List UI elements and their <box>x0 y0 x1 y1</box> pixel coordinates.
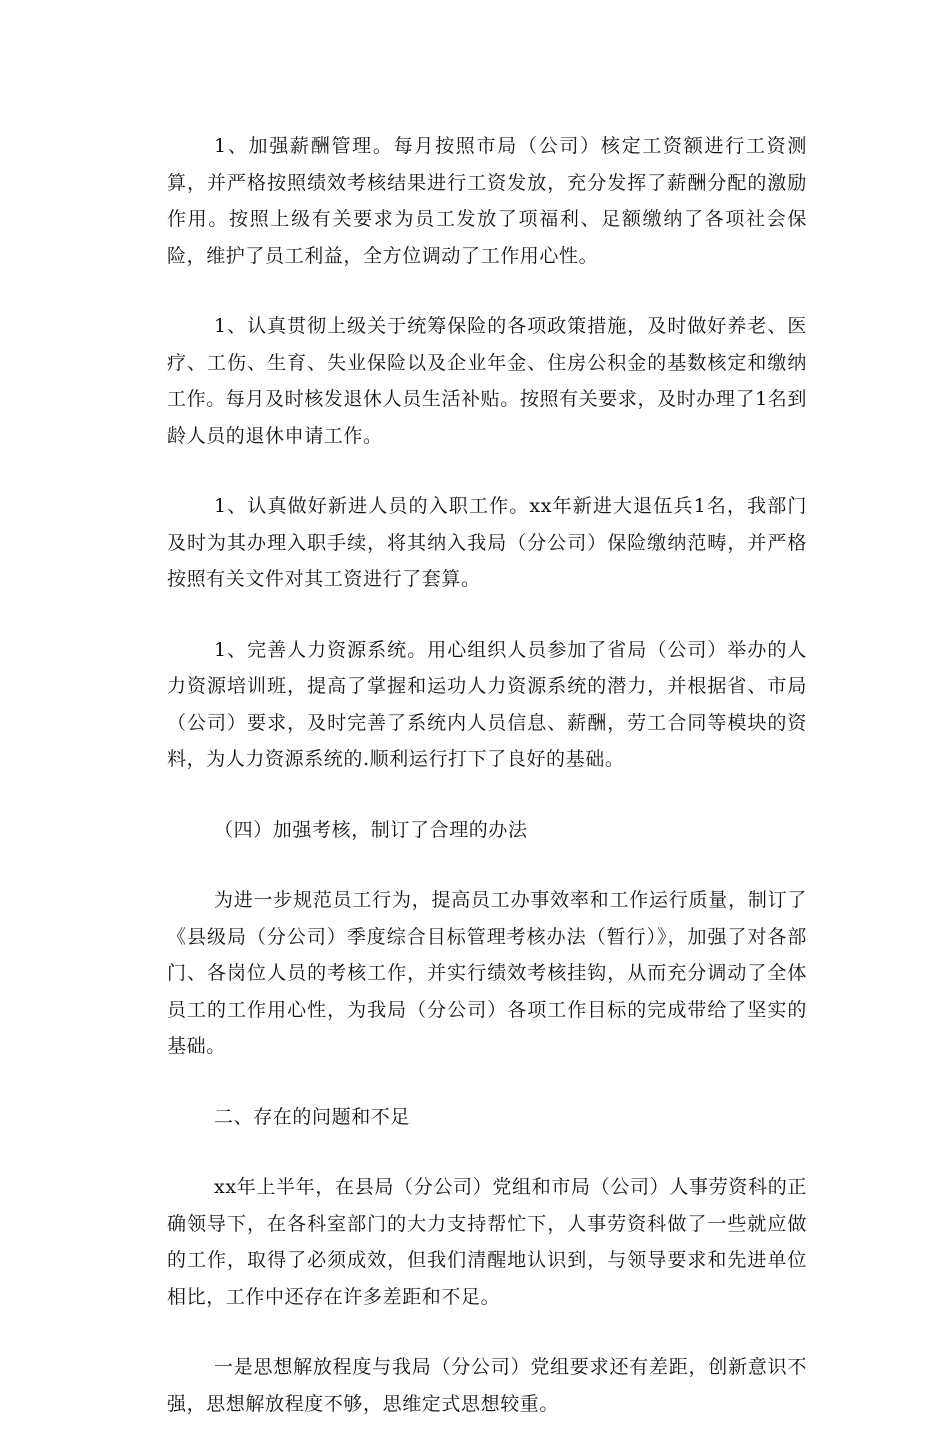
paragraph-new-hire: 1、认真做好新进人员的入职工作。xx年新进大退伍兵1名，我部门及时为其办理入职手续，将其纳入我局（分公司）保险缴纳范畴，并严格按照有关文件对其工资进行了套算。 <box>167 495 807 590</box>
paragraph-half-year-summary: xx年上半年，在县局（分公司）党组和市局（公司）人事劳资科的正确领导下，在各科室部门的大力支持帮忙下，人事劳资科做了一些就应做的工作，取得了必须成效，但我们清醒地认识到，与领导要求和先进单位相比，工作中还存在许多差距和不足。 <box>167 1176 807 1308</box>
paragraph-salary-management: 1、加强薪酬管理。每月按照市局（公司）核定工资额进行工资测算，并严格按照绩效考核结果进行工资发放，充分发挥了薪酬分配的激励作用。按照上级有关要求为员工发放了项福利、足额缴纳了各项社会保险，维护了员工利益，全方位调动了工作用心性。 <box>167 135 807 267</box>
paragraph-assessment-method: 为进一步规范员工行为，提高员工办事效率和工作运行质量，制订了《县级局（分公司）季度综合目标管理考核办法（暂行）》，加强了对各部门、各岗位人员的考核工作，并实行绩效考核挂钩，从而充分调动了全体员工的工作用心性，为我局（分公司）各项工作目标的完成带给了坚实的基础。 <box>167 889 807 1057</box>
paragraph-social-insurance: 1、认真贯彻上级关于统筹保险的各项政策措施，及时做好养老、医疗、工伤、生育、失业保险以及企业年金、住房公积金的基数核定和缴纳工作。每月及时核发退休人员生活补贴。按照有关要求，及时办理了1名到龄人员的退休申请工作。 <box>167 315 807 447</box>
paragraph-hr-system: 1、完善人力资源系统。用心组织人员参加了省局（公司）举办的人力资源培训班，提高了掌握和运功人力资源系统的潜力，并根据省、市局（公司）要求，及时完善了系统内人员信息、薪酬，劳工合同等模块的资料，为人力资源系统的.顺利运行打下了良好的基础。 <box>167 638 807 770</box>
document-body <box>167 128 807 1456</box>
section-heading-problems: 二、存在的问题和不足 <box>214 1105 411 1128</box>
section-heading-assessment: （四）加强考核，制订了合理的办法 <box>214 818 528 841</box>
paragraph-problem-one: 一是思想解放程度与我局（分公司）党组要求还有差距，创新意识不强，思想解放程度不够，思维定式思想较重。 <box>167 1356 807 1415</box>
